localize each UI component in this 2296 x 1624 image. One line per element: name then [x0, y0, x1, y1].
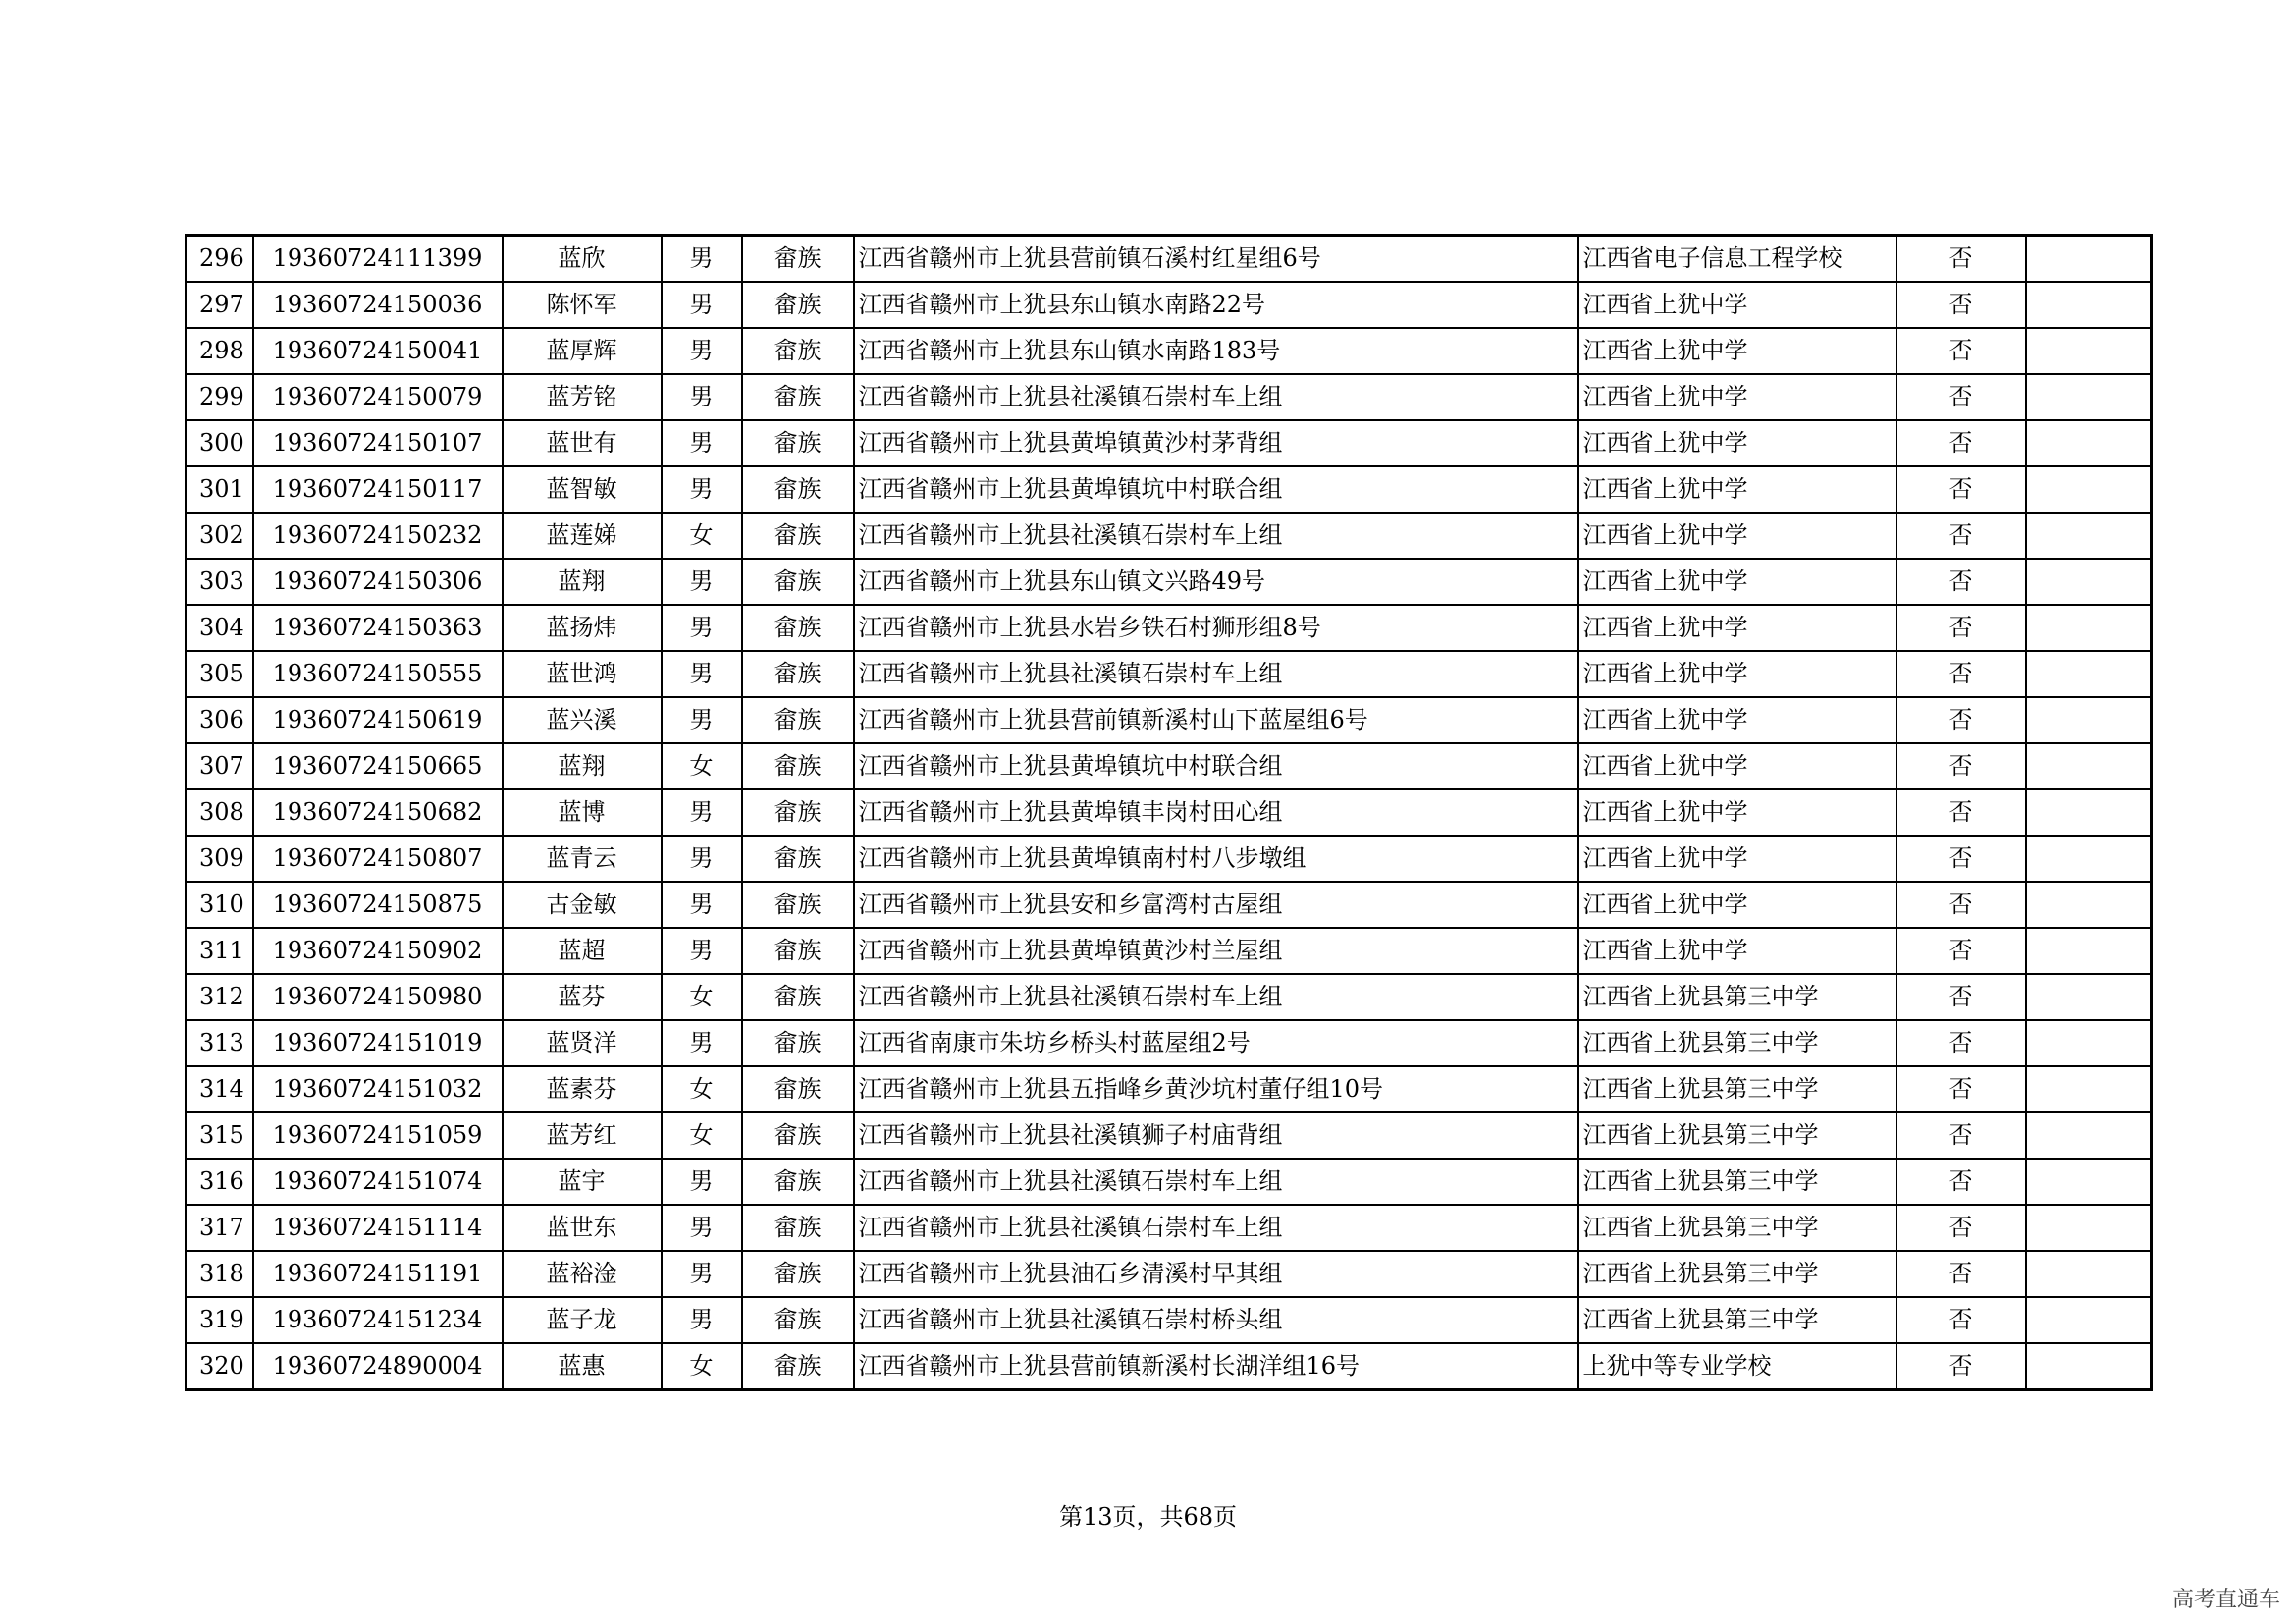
school-cell: 江西省上犹县第三中学 [1578, 1159, 1896, 1205]
table-row [187, 1112, 2152, 1159]
exam-id-cell: 19360724150107 [253, 420, 503, 466]
ethnicity-cell: 畲族 [742, 1112, 854, 1159]
address-cell: 江西省赣州市上犹县社溪镇石崇村车上组 [854, 651, 1578, 697]
row-number-cell: 299 [187, 374, 253, 420]
student-name-cell: 蓝惠 [503, 1343, 662, 1390]
note-cell [2026, 236, 2152, 283]
flag-cell: 否 [1896, 374, 2026, 420]
row-number-cell: 297 [187, 282, 253, 328]
gender-cell: 男 [662, 236, 742, 283]
gender-cell: 男 [662, 789, 742, 836]
table-row [187, 513, 2152, 559]
row-number-cell: 311 [187, 928, 253, 974]
school-cell: 江西省上犹中学 [1578, 743, 1896, 789]
ethnicity-cell: 畲族 [742, 328, 854, 374]
student-name-cell: 古金敏 [503, 882, 662, 928]
ethnicity-cell: 畲族 [742, 420, 854, 466]
exam-id-cell: 19360724151074 [253, 1159, 503, 1205]
row-number-cell: 302 [187, 513, 253, 559]
exam-id-cell: 19360724151234 [253, 1297, 503, 1343]
flag-cell: 否 [1896, 420, 2026, 466]
ethnicity-cell: 畲族 [742, 974, 854, 1020]
note-cell [2026, 282, 2152, 328]
table-row [187, 651, 2152, 697]
ethnicity-cell: 畲族 [742, 697, 854, 743]
address-cell: 江西省赣州市上犹县黄埠镇南村村八步墩组 [854, 836, 1578, 882]
table-row [187, 1159, 2152, 1205]
flag-cell: 否 [1896, 974, 2026, 1020]
flag-cell: 否 [1896, 282, 2026, 328]
table-row [187, 697, 2152, 743]
exam-id-cell: 19360724150555 [253, 651, 503, 697]
exam-id-cell: 19360724151019 [253, 1020, 503, 1066]
flag-cell: 否 [1896, 651, 2026, 697]
table-row [187, 974, 2152, 1020]
address-cell: 江西省赣州市上犹县社溪镇石崇村车上组 [854, 1159, 1578, 1205]
row-number-cell: 306 [187, 697, 253, 743]
address-cell: 江西省赣州市上犹县东山镇水南路183号 [854, 328, 1578, 374]
student-name-cell: 蓝翔 [503, 743, 662, 789]
note-cell [2026, 974, 2152, 1020]
address-cell: 江西省赣州市上犹县社溪镇石崇村车上组 [854, 513, 1578, 559]
exam-id-cell: 19360724150980 [253, 974, 503, 1020]
table-row [187, 882, 2152, 928]
student-name-cell: 蓝芳铭 [503, 374, 662, 420]
exam-id-cell: 19360724150875 [253, 882, 503, 928]
address-cell: 江西省赣州市上犹县黄埠镇黄沙村兰屋组 [854, 928, 1578, 974]
table-row [187, 1251, 2152, 1297]
flag-cell: 否 [1896, 1159, 2026, 1205]
table-row [187, 282, 2152, 328]
table-body [187, 236, 2152, 1390]
row-number-cell: 308 [187, 789, 253, 836]
row-number-cell: 318 [187, 1251, 253, 1297]
address-cell: 江西省赣州市上犹县营前镇新溪村长湖洋组16号 [854, 1343, 1578, 1390]
exam-id-cell: 19360724150665 [253, 743, 503, 789]
gender-cell: 女 [662, 974, 742, 1020]
row-number-cell: 319 [187, 1297, 253, 1343]
gender-cell: 男 [662, 697, 742, 743]
address-cell: 江西省赣州市上犹县油石乡清溪村早其组 [854, 1251, 1578, 1297]
student-name-cell: 蓝欣 [503, 236, 662, 283]
note-cell [2026, 651, 2152, 697]
gender-cell: 男 [662, 1297, 742, 1343]
exam-id-cell: 19360724890004 [253, 1343, 503, 1390]
school-cell: 江西省上犹中学 [1578, 789, 1896, 836]
exam-id-cell: 19360724150363 [253, 605, 503, 651]
flag-cell: 否 [1896, 1251, 2026, 1297]
exam-id-cell: 19360724150902 [253, 928, 503, 974]
table-row [187, 1205, 2152, 1251]
row-number-cell: 307 [187, 743, 253, 789]
flag-cell: 否 [1896, 1297, 2026, 1343]
table-row [187, 1066, 2152, 1112]
exam-id-cell: 19360724150079 [253, 374, 503, 420]
note-cell [2026, 374, 2152, 420]
address-cell: 江西省赣州市上犹县营前镇新溪村山下蓝屋组6号 [854, 697, 1578, 743]
table-row [187, 789, 2152, 836]
table-row [187, 374, 2152, 420]
row-number-cell: 300 [187, 420, 253, 466]
address-cell: 江西省赣州市上犹县社溪镇石崇村车上组 [854, 1205, 1578, 1251]
table-row [187, 1020, 2152, 1066]
gender-cell: 男 [662, 651, 742, 697]
school-cell: 江西省上犹中学 [1578, 605, 1896, 651]
note-cell [2026, 1343, 2152, 1390]
school-cell: 江西省上犹中学 [1578, 836, 1896, 882]
school-cell: 江西省上犹县第三中学 [1578, 1112, 1896, 1159]
note-cell [2026, 559, 2152, 605]
school-cell: 江西省上犹县第三中学 [1578, 1066, 1896, 1112]
exam-id-cell: 19360724151191 [253, 1251, 503, 1297]
exam-id-cell: 19360724111399 [253, 236, 503, 283]
student-name-cell: 蓝素芬 [503, 1066, 662, 1112]
address-cell: 江西省赣州市上犹县水岩乡铁石村狮形组8号 [854, 605, 1578, 651]
row-number-cell: 313 [187, 1020, 253, 1066]
school-cell: 江西省上犹中学 [1578, 697, 1896, 743]
ethnicity-cell: 畲族 [742, 882, 854, 928]
table-row [187, 1297, 2152, 1343]
table-row [187, 420, 2152, 466]
note-cell [2026, 1159, 2152, 1205]
gender-cell: 男 [662, 328, 742, 374]
address-cell: 江西省赣州市上犹县社溪镇狮子村庙背组 [854, 1112, 1578, 1159]
address-cell: 江西省赣州市上犹县五指峰乡黄沙坑村董仔组10号 [854, 1066, 1578, 1112]
flag-cell: 否 [1896, 697, 2026, 743]
school-cell: 江西省上犹县第三中学 [1578, 1020, 1896, 1066]
ethnicity-cell: 畲族 [742, 466, 854, 513]
exam-id-cell: 19360724150036 [253, 282, 503, 328]
gender-cell: 男 [662, 1020, 742, 1066]
gender-cell: 女 [662, 513, 742, 559]
address-cell: 江西省赣州市上犹县社溪镇石崇村车上组 [854, 974, 1578, 1020]
school-cell: 江西省上犹中学 [1578, 466, 1896, 513]
ethnicity-cell: 畲族 [742, 1066, 854, 1112]
ethnicity-cell: 畲族 [742, 1020, 854, 1066]
student-name-cell: 蓝裕淦 [503, 1251, 662, 1297]
address-cell: 江西省赣州市上犹县东山镇水南路22号 [854, 282, 1578, 328]
gender-cell: 男 [662, 466, 742, 513]
student-name-cell: 蓝子龙 [503, 1297, 662, 1343]
address-cell: 江西省赣州市上犹县黄埠镇黄沙村茅背组 [854, 420, 1578, 466]
exam-id-cell: 19360724150306 [253, 559, 503, 605]
ethnicity-cell: 畲族 [742, 1297, 854, 1343]
gender-cell: 男 [662, 282, 742, 328]
exam-id-cell: 19360724150807 [253, 836, 503, 882]
ethnicity-cell: 畲族 [742, 651, 854, 697]
flag-cell: 否 [1896, 1205, 2026, 1251]
flag-cell: 否 [1896, 1066, 2026, 1112]
watermark: 高考直通车 [2171, 1588, 2280, 1612]
note-cell [2026, 1020, 2152, 1066]
flag-cell: 否 [1896, 928, 2026, 974]
flag-cell: 否 [1896, 559, 2026, 605]
gender-cell: 女 [662, 1112, 742, 1159]
ethnicity-cell: 畲族 [742, 928, 854, 974]
flag-cell: 否 [1896, 836, 2026, 882]
student-name-cell: 蓝翔 [503, 559, 662, 605]
ethnicity-cell: 畲族 [742, 1251, 854, 1297]
flag-cell: 否 [1896, 605, 2026, 651]
note-cell [2026, 605, 2152, 651]
student-name-cell: 蓝博 [503, 789, 662, 836]
school-cell: 江西省上犹中学 [1578, 928, 1896, 974]
flag-cell: 否 [1896, 236, 2026, 283]
table-row [187, 466, 2152, 513]
note-cell [2026, 789, 2152, 836]
school-cell: 江西省上犹县第三中学 [1578, 1297, 1896, 1343]
student-name-cell: 蓝世鸿 [503, 651, 662, 697]
address-cell: 江西省赣州市上犹县安和乡富湾村古屋组 [854, 882, 1578, 928]
school-cell: 江西省上犹中学 [1578, 882, 1896, 928]
note-cell [2026, 882, 2152, 928]
address-cell: 江西省赣州市上犹县社溪镇石崇村桥头组 [854, 1297, 1578, 1343]
table-row [187, 328, 2152, 374]
flag-cell: 否 [1896, 466, 2026, 513]
student-name-cell: 蓝扬炜 [503, 605, 662, 651]
school-cell: 江西省上犹县第三中学 [1578, 1205, 1896, 1251]
address-cell: 江西省赣州市上犹县黄埠镇丰岗村田心组 [854, 789, 1578, 836]
table-row [187, 1343, 2152, 1390]
exam-id-cell: 19360724151059 [253, 1112, 503, 1159]
gender-cell: 女 [662, 1343, 742, 1390]
gender-cell: 男 [662, 1205, 742, 1251]
row-number-cell: 303 [187, 559, 253, 605]
ethnicity-cell: 畲族 [742, 374, 854, 420]
note-cell [2026, 328, 2152, 374]
school-cell: 江西省上犹中学 [1578, 513, 1896, 559]
ethnicity-cell: 畲族 [742, 605, 854, 651]
note-cell [2026, 420, 2152, 466]
ethnicity-cell: 畲族 [742, 559, 854, 605]
address-cell: 江西省赣州市上犹县黄埠镇坑中村联合组 [854, 466, 1578, 513]
ethnicity-cell: 畲族 [742, 743, 854, 789]
student-name-cell: 蓝贤洋 [503, 1020, 662, 1066]
school-cell: 江西省上犹中学 [1578, 651, 1896, 697]
flag-cell: 否 [1896, 882, 2026, 928]
row-number-cell: 312 [187, 974, 253, 1020]
gender-cell: 男 [662, 1251, 742, 1297]
page-number: 第13页，共68页 [1058, 1503, 1238, 1531]
student-name-cell: 陈怀军 [503, 282, 662, 328]
flag-cell: 否 [1896, 1020, 2026, 1066]
address-cell: 江西省赣州市上犹县黄埠镇坑中村联合组 [854, 743, 1578, 789]
note-cell [2026, 513, 2152, 559]
school-cell: 江西省上犹县第三中学 [1578, 974, 1896, 1020]
school-cell: 江西省上犹中学 [1578, 420, 1896, 466]
table-row [187, 559, 2152, 605]
ethnicity-cell: 畲族 [742, 236, 854, 283]
exam-id-cell: 19360724150682 [253, 789, 503, 836]
flag-cell: 否 [1896, 328, 2026, 374]
note-cell [2026, 1066, 2152, 1112]
gender-cell: 女 [662, 743, 742, 789]
student-name-cell: 蓝超 [503, 928, 662, 974]
gender-cell: 男 [662, 1159, 742, 1205]
note-cell [2026, 1205, 2152, 1251]
school-cell: 江西省上犹中学 [1578, 282, 1896, 328]
address-cell: 江西省赣州市上犹县东山镇文兴路49号 [854, 559, 1578, 605]
ethnicity-cell: 畲族 [742, 282, 854, 328]
ethnicity-cell: 畲族 [742, 789, 854, 836]
note-cell [2026, 836, 2152, 882]
exam-id-cell: 19360724150619 [253, 697, 503, 743]
flag-cell: 否 [1896, 513, 2026, 559]
ethnicity-cell: 畲族 [742, 836, 854, 882]
school-cell: 江西省电子信息工程学校 [1578, 236, 1896, 283]
school-cell: 江西省上犹中学 [1578, 374, 1896, 420]
gender-cell: 男 [662, 836, 742, 882]
school-cell: 江西省上犹中学 [1578, 328, 1896, 374]
row-number-cell: 315 [187, 1112, 253, 1159]
row-number-cell: 305 [187, 651, 253, 697]
gender-cell: 男 [662, 605, 742, 651]
student-table [185, 234, 2153, 1391]
school-cell: 江西省上犹县第三中学 [1578, 1251, 1896, 1297]
ethnicity-cell: 畲族 [742, 513, 854, 559]
student-name-cell: 蓝世有 [503, 420, 662, 466]
row-number-cell: 296 [187, 236, 253, 283]
school-cell: 上犹中等专业学校 [1578, 1343, 1896, 1390]
student-name-cell: 蓝芳红 [503, 1112, 662, 1159]
row-number-cell: 304 [187, 605, 253, 651]
student-name-cell: 蓝莲娣 [503, 513, 662, 559]
row-number-cell: 316 [187, 1159, 253, 1205]
address-cell: 江西省赣州市上犹县营前镇石溪村红星组6号 [854, 236, 1578, 283]
flag-cell: 否 [1896, 789, 2026, 836]
school-cell: 江西省上犹中学 [1578, 559, 1896, 605]
note-cell [2026, 743, 2152, 789]
row-number-cell: 314 [187, 1066, 253, 1112]
exam-id-cell: 19360724150041 [253, 328, 503, 374]
exam-id-cell: 19360724151032 [253, 1066, 503, 1112]
gender-cell: 男 [662, 928, 742, 974]
table-row [187, 836, 2152, 882]
note-cell [2026, 1297, 2152, 1343]
row-number-cell: 317 [187, 1205, 253, 1251]
row-number-cell: 298 [187, 328, 253, 374]
row-number-cell: 320 [187, 1343, 253, 1390]
address-cell: 江西省赣州市上犹县社溪镇石崇村车上组 [854, 374, 1578, 420]
exam-id-cell: 19360724150232 [253, 513, 503, 559]
gender-cell: 男 [662, 559, 742, 605]
flag-cell: 否 [1896, 743, 2026, 789]
student-name-cell: 蓝青云 [503, 836, 662, 882]
student-name-cell: 蓝世东 [503, 1205, 662, 1251]
note-cell [2026, 466, 2152, 513]
flag-cell: 否 [1896, 1112, 2026, 1159]
gender-cell: 女 [662, 1066, 742, 1112]
row-number-cell: 301 [187, 466, 253, 513]
student-name-cell: 蓝芬 [503, 974, 662, 1020]
ethnicity-cell: 畲族 [742, 1159, 854, 1205]
note-cell [2026, 1112, 2152, 1159]
student-name-cell: 蓝智敏 [503, 466, 662, 513]
gender-cell: 男 [662, 882, 742, 928]
table-row [187, 236, 2152, 283]
note-cell [2026, 697, 2152, 743]
exam-id-cell: 19360724151114 [253, 1205, 503, 1251]
gender-cell: 男 [662, 374, 742, 420]
note-cell [2026, 928, 2152, 974]
gender-cell: 男 [662, 420, 742, 466]
row-number-cell: 309 [187, 836, 253, 882]
ethnicity-cell: 畲族 [742, 1205, 854, 1251]
exam-id-cell: 19360724150117 [253, 466, 503, 513]
student-name-cell: 蓝兴溪 [503, 697, 662, 743]
table-row [187, 605, 2152, 651]
ethnicity-cell: 畲族 [742, 1343, 854, 1390]
table-row [187, 743, 2152, 789]
row-number-cell: 310 [187, 882, 253, 928]
note-cell [2026, 1251, 2152, 1297]
flag-cell: 否 [1896, 1343, 2026, 1390]
address-cell: 江西省南康市朱坊乡桥头村蓝屋组2号 [854, 1020, 1578, 1066]
student-name-cell: 蓝宇 [503, 1159, 662, 1205]
student-name-cell: 蓝厚辉 [503, 328, 662, 374]
table-row [187, 928, 2152, 974]
